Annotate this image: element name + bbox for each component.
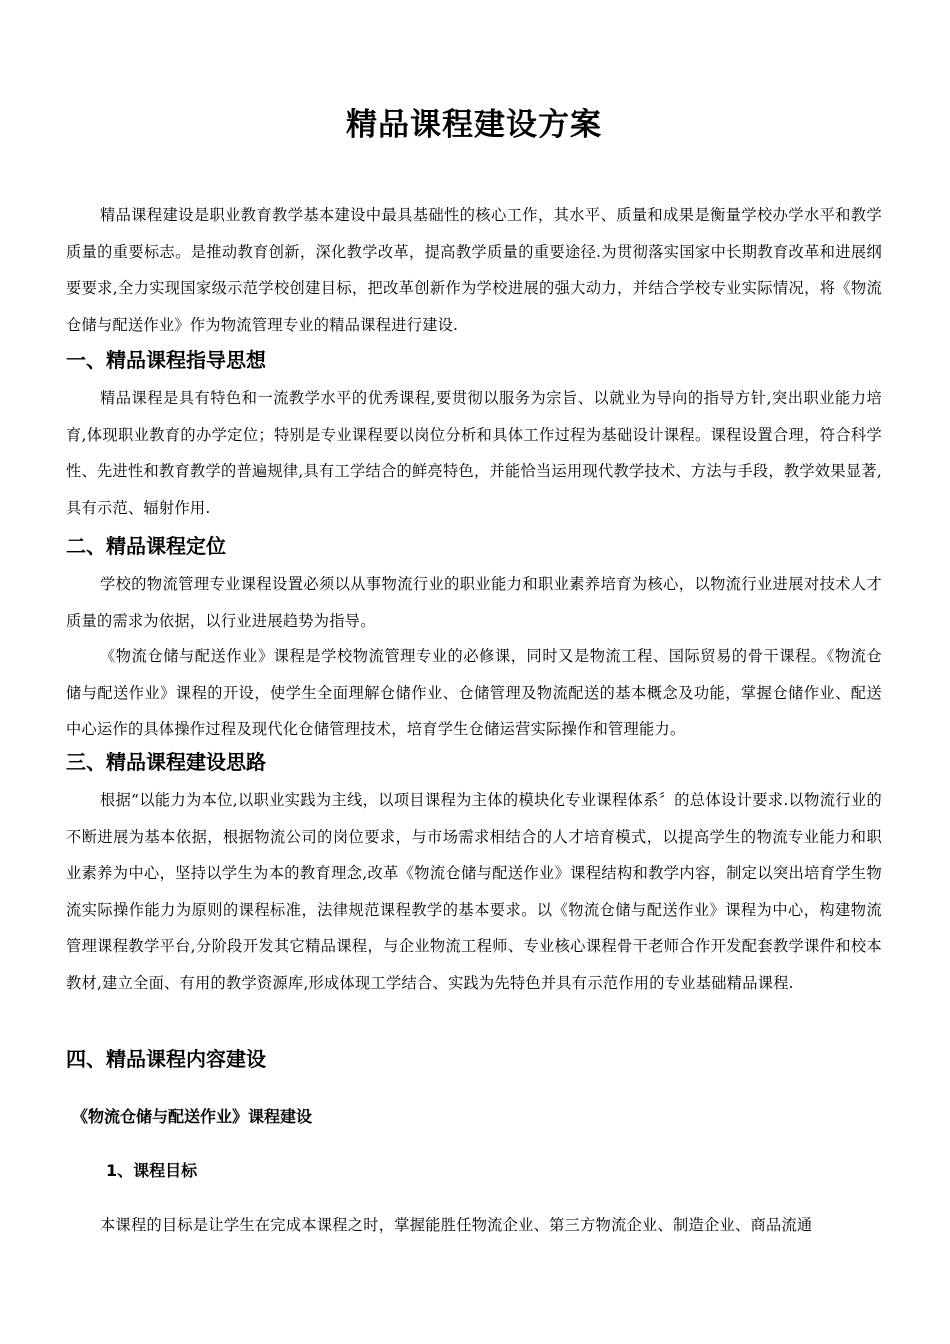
section-heading-construction-approach: 三、精品课程建设思路 xyxy=(66,750,266,774)
positioning-paragraph-1: 学校的物流管理专业课程设置必须以从事物流行业的职业能力和职业素养培育为核心，以物流行业进展对技术人才质量的需求为依据，以行业进展趋势为指导。 xyxy=(66,575,882,630)
section-heading-guiding-ideology: 一、精品课程指导思想 xyxy=(66,348,266,372)
construction-approach-paragraph: 根据“以能力为本位,以职业实践为主线，以项目课程为主体的模块化专业课程体系〞的总体设计要求.以物流行业的不断进展为基本依据，根据物流公司的岗位要求，与市场需求相结合的人才培育模式，以提高学生的物流专业能力和职业素养为中心，坚持以学生为本的教育理念,改革《物流仓储与配送作业》课程结构和教学内容，制定以突出培育学生物流实际操作能力为原则的课程标准，法律规范课程教学的基本要求。以《物流仓储与配送作业》课程为中心，构建物流管理课程教学平台,分阶段开发其它精品课程，与企业物流工程师、专业核心课程骨干老师合作开发配套教学课件和校本教材,建立全面、有用的教学资源库,形成体现工学结合、实践为先特色并具有示范作用的专业基础精品课程. xyxy=(66,791,882,992)
section-heading-content-construction: 四、精品课程内容建设 xyxy=(66,1047,266,1071)
document-title: 精品课程建设方案 xyxy=(346,107,602,143)
course-objective-paragraph: 本课程的目标是让学生在完成本课程之时，掌握能胜任物流企业、第三方物流企业、制造企业、商品流通 xyxy=(100,1216,813,1234)
course-objective-heading: 1、课程目标 xyxy=(106,1161,198,1180)
course-construction-subheading: 《物流仓储与配送作业》课程建设 xyxy=(72,1107,313,1126)
intro-paragraph: 精品课程建设是职业教育教学基本建设中最具基础性的核心工作，其水平、质量和成果是衡量学校办学水平和教学质量的重要标志。是推动教育创新，深化教学改革，提高教学质量的重要途径.为贯彻落实国家中长期教育改革和进展纲要要求,全力实现国家级示范学校创建目标，把改革创新作为学校进展的强大动力，并结合学校专业实际情况，将《物流仓储与配送作业》作为物流管理专业的精品课程进行建设. xyxy=(66,206,882,334)
section-heading-positioning: 二、精品课程定位 xyxy=(66,534,226,558)
positioning-paragraph-2: 《物流仓储与配送作业》课程是学校物流管理专业的必修课，同时又是物流工程、国际贸易的骨干课程。《物流仓储与配送作业》课程的开设，使学生全面理解仓储作业、仓储管理及物流配送的基本概念及功能，掌握仓储作业、配送中心运作的具体操作过程及现代化仓储管理技术，培育学生仓储运营实际操作和管理能力。 xyxy=(66,647,882,738)
guiding-ideology-paragraph: 精品课程是具有特色和一流教学水平的优秀课程,要贯彻以服务为宗旨、以就业为导向的指导方针,突出职业能力培育,体现职业教育的办学定位；特别是专业课程要以岗位分析和具体工作过程为基础设计课程。课程设置合理，符合科学性、先进性和教育教学的普遍规律,具有工学结合的鲜亮特色，并能恰当运用现代教学技术、方法与手段，教学效果显著,具有示范、辐射作用. xyxy=(66,389,882,517)
